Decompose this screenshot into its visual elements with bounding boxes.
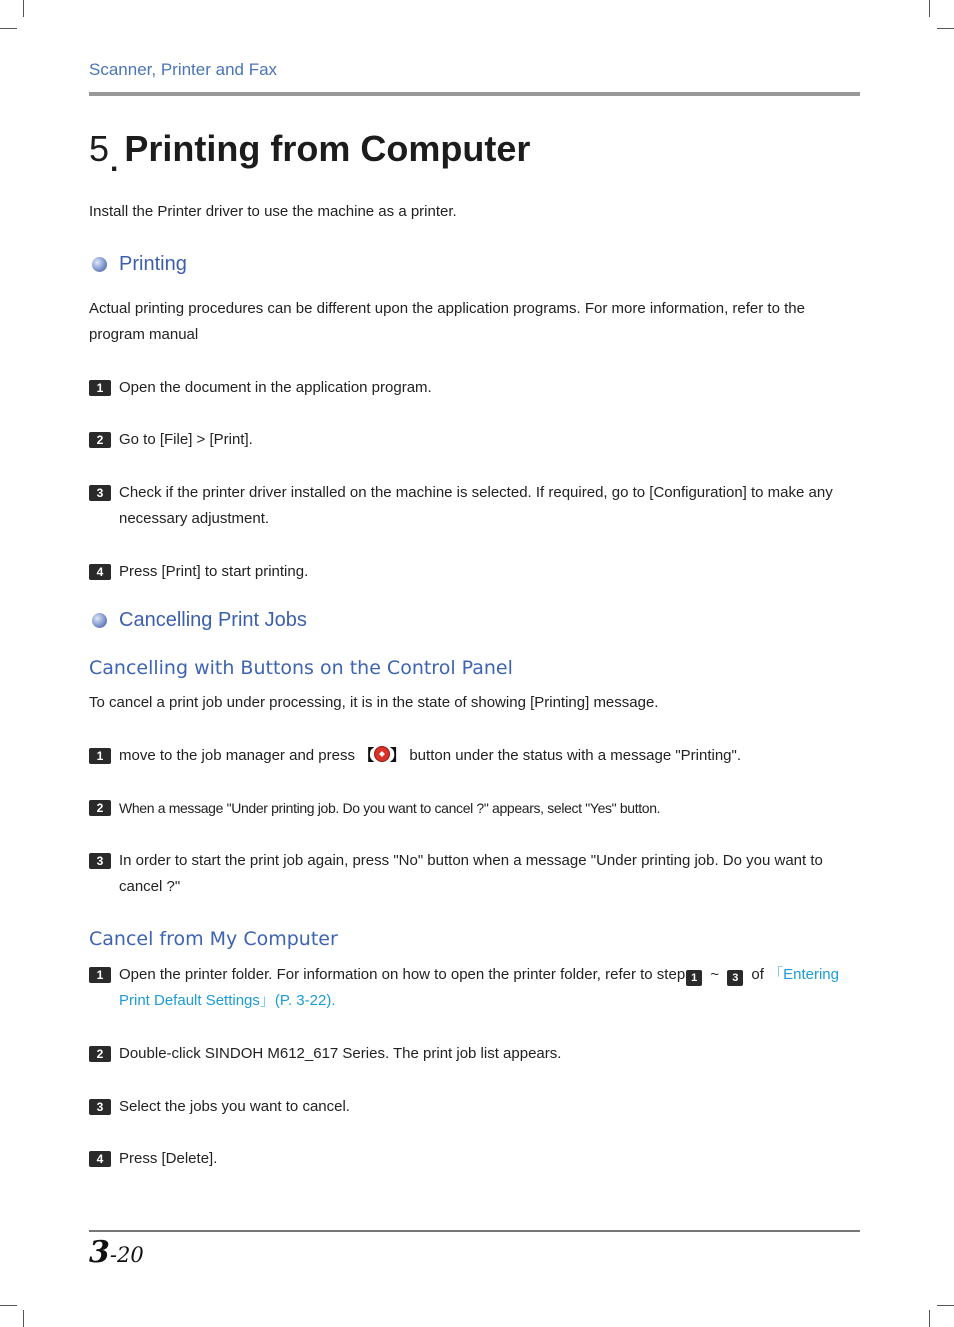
step-text: Check if the printer driver installed on the machine is selected. If required, go to [Configuration] to make any necessary adjustment. bbox=[119, 484, 833, 527]
step-number-badge: 1 bbox=[89, 967, 111, 983]
crop-mark bbox=[937, 28, 954, 29]
crop-mark bbox=[0, 1305, 17, 1306]
step-text-part: ~ bbox=[706, 966, 724, 983]
section-heading-printing bbox=[89, 253, 187, 276]
step-text-part: of bbox=[747, 966, 769, 983]
step-text-part: Open the printer folder. For information on how to open the printer folder, refer to step bbox=[119, 966, 686, 983]
step-number-badge: 3 bbox=[89, 853, 111, 869]
step-number-badge: 1 bbox=[89, 380, 111, 396]
step-text bbox=[119, 962, 860, 1014]
step-text: Open the document in the application program. bbox=[119, 379, 432, 396]
printing-step-1 bbox=[89, 375, 860, 401]
page-number bbox=[89, 1235, 144, 1270]
step-text: Press [Print] to start printing. bbox=[119, 563, 309, 580]
subheading-my-computer: Cancel from My Computer bbox=[89, 928, 338, 950]
running-header: Scanner, Printer and Fax bbox=[89, 60, 278, 79]
step-number-badge: 2 bbox=[89, 800, 111, 816]
step-text: Press [Delete]. bbox=[119, 1150, 218, 1167]
section-heading-text: Cancelling Print Jobs bbox=[119, 609, 307, 631]
crop-mark bbox=[23, 1310, 24, 1327]
chapter-title bbox=[89, 128, 531, 178]
control-panel-description: To cancel a print job under processing, it is in the state of showing [Printing] message. bbox=[89, 694, 659, 711]
step-number-badge: 2 bbox=[89, 432, 111, 448]
chapter-title-text: Printing from Computer bbox=[124, 128, 531, 169]
step-ref-badge: 1 bbox=[686, 970, 702, 986]
step-number-badge: 4 bbox=[89, 564, 111, 580]
step-number-badge: 3 bbox=[89, 1099, 111, 1115]
printing-step-2 bbox=[89, 427, 860, 453]
step-ref-badge: 3 bbox=[727, 970, 743, 986]
sphere-bullet-icon bbox=[92, 613, 107, 628]
control-panel-step-2 bbox=[89, 795, 860, 821]
page-suffix: -20 bbox=[109, 1243, 144, 1267]
section-heading-text: Printing bbox=[119, 253, 187, 275]
step-text-part: button under the status with a message "Printing". bbox=[405, 747, 742, 764]
subheading-control-panel: Cancelling with Buttons on the Control Panel bbox=[89, 657, 513, 679]
step-number-badge: 2 bbox=[89, 1046, 111, 1062]
close-bracket: 】 bbox=[390, 747, 406, 764]
crop-mark bbox=[929, 1310, 930, 1327]
crop-mark bbox=[929, 0, 930, 17]
my-computer-step-3 bbox=[89, 1094, 860, 1120]
sphere-bullet-icon bbox=[92, 257, 107, 272]
my-computer-step-4 bbox=[89, 1146, 860, 1172]
step-number-badge: 3 bbox=[89, 485, 111, 501]
crop-mark bbox=[0, 28, 17, 29]
printing-step-3 bbox=[89, 480, 860, 532]
step-text: Double-click SINDOH M612_617 Series. The print job list appears. bbox=[119, 1045, 562, 1062]
chapter-separator: . bbox=[110, 145, 119, 178]
crop-mark bbox=[23, 0, 24, 17]
stop-button-icon bbox=[374, 746, 390, 762]
step-number-badge: 1 bbox=[89, 748, 111, 764]
step-text: When a message "Under printing job. Do you want to cancel ?" appears, select "Yes" button. bbox=[119, 800, 661, 816]
header-rule bbox=[89, 92, 860, 96]
step-text: In order to start the print job again, press "No" button when a message "Under printing job. Do you want to cancel ?" bbox=[119, 852, 823, 895]
page-chapter-number: 3 bbox=[89, 1235, 110, 1270]
my-computer-step-2 bbox=[89, 1041, 860, 1067]
my-computer-step-1 bbox=[89, 962, 860, 1014]
open-bracket: 【 bbox=[359, 747, 375, 764]
chapter-number: 5 bbox=[89, 128, 110, 169]
control-panel-step-1 bbox=[89, 743, 860, 769]
printing-step-4 bbox=[89, 559, 860, 585]
step-text: Select the jobs you want to cancel. bbox=[119, 1098, 350, 1115]
cross-reference-link[interactable]: 「Entering Print Default Settings」(P. 3-22). bbox=[119, 966, 839, 1009]
step-text: Go to [File] > [Print]. bbox=[119, 431, 253, 448]
control-panel-step-3 bbox=[89, 848, 860, 900]
printing-description: Actual printing procedures can be different upon the application programs. For more information, refer to the program manual bbox=[89, 300, 805, 343]
section-heading-cancelling bbox=[89, 609, 307, 632]
intro-paragraph: Install the Printer driver to use the machine as a printer. bbox=[89, 203, 457, 220]
step-number-badge: 4 bbox=[89, 1151, 111, 1167]
step-text-part: move to the job manager and press bbox=[119, 747, 360, 764]
footer-rule bbox=[89, 1230, 860, 1232]
step-text bbox=[119, 743, 860, 769]
crop-mark bbox=[937, 1305, 954, 1306]
